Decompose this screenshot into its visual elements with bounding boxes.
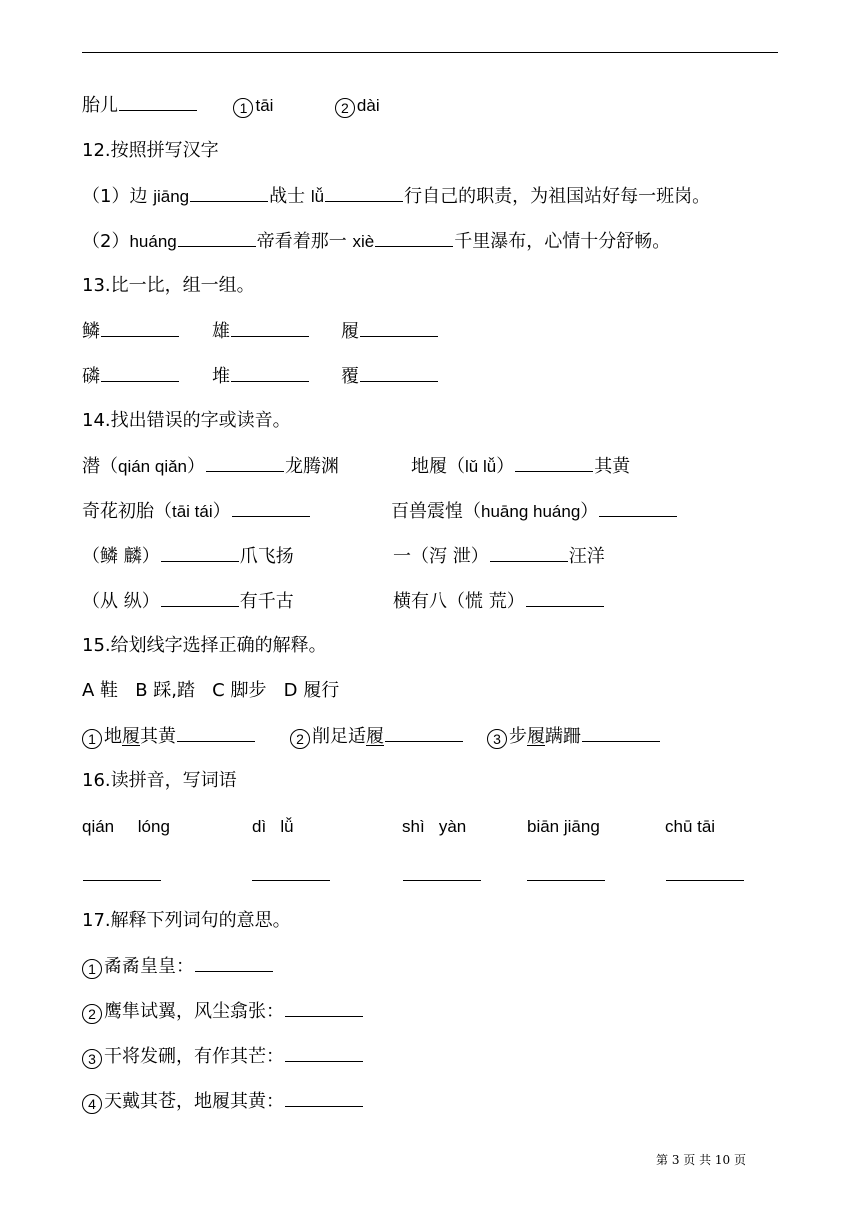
answer-blank[interactable]: [231, 363, 309, 382]
q12-l1-text: 行自己的职责，为祖国站好每一班岗。: [404, 186, 711, 207]
q14-text: 横有八（慌 荒）: [393, 591, 525, 612]
answer-blank[interactable]: [527, 862, 605, 881]
answer-blank[interactable]: [285, 998, 363, 1017]
q12-l2-text: 千里瀑布，心情十分舒畅。: [454, 231, 671, 252]
q14-title: 14.找出错误的字或读音。: [82, 410, 291, 431]
q17-item-2: [82, 998, 364, 1025]
q12-l1-text: （1）边: [82, 186, 154, 207]
circled-number: 3: [82, 1049, 102, 1069]
pinyin: tāi tái: [172, 502, 213, 521]
answer-blank[interactable]: [119, 92, 197, 111]
circled-number: 3: [487, 729, 507, 749]
q17-text: 鹰隼试翼，风尘翕张：: [104, 1001, 284, 1022]
answer-blank[interactable]: [195, 953, 273, 972]
q11-line: [82, 92, 380, 119]
pinyin: lǔ lǚ: [465, 457, 497, 476]
q14-text: 百兽震惶（: [391, 501, 481, 522]
q14-text: ）: [212, 501, 231, 522]
q14-text: 汪洋: [568, 546, 605, 567]
q15-text: 蹒跚: [545, 726, 581, 747]
q15-text: 地: [104, 726, 122, 747]
answer-blank[interactable]: [325, 183, 403, 202]
q17-text: 矞矞皇皇：: [104, 956, 194, 977]
q12-l2-text: （2）: [82, 231, 130, 252]
q17-item-1: [82, 953, 274, 980]
answer-blank[interactable]: [599, 498, 677, 517]
q14-text: 其黄: [594, 456, 631, 477]
answer-blank[interactable]: [232, 498, 310, 517]
pinyin: qián lóng: [82, 817, 170, 836]
q15-text: 削足适: [312, 726, 366, 747]
answer-blank[interactable]: [177, 723, 255, 742]
character: 履: [341, 321, 359, 342]
answer-blank[interactable]: [375, 228, 453, 247]
answer-blank[interactable]: [101, 318, 179, 337]
answer-blank[interactable]: [161, 588, 239, 607]
circled-number: 2: [335, 98, 355, 118]
q14-text: 潜（: [82, 456, 118, 477]
q12-title: 12.按照拼写汉字: [82, 140, 219, 161]
answer-blank[interactable]: [178, 228, 256, 247]
answer-blank[interactable]: [385, 723, 463, 742]
circled-number: 1: [233, 98, 253, 118]
q13-title: 13.比一比，组一组。: [82, 275, 255, 296]
circled-number: 1: [82, 959, 102, 979]
q14-text: 一（泻 泄）: [393, 546, 489, 567]
answer-blank[interactable]: [101, 363, 179, 382]
character: 雄: [212, 321, 230, 342]
q14-text: ）: [496, 456, 515, 477]
q15-text: 步: [509, 726, 527, 747]
answer-blank[interactable]: [515, 453, 593, 472]
q14-text: ）: [580, 501, 599, 522]
q11-option-1: tāi: [255, 96, 274, 115]
q14-text: 龙腾渊: [285, 456, 340, 477]
q17-item-3: [82, 1043, 364, 1070]
q14-text: ）: [187, 456, 206, 477]
answer-blank[interactable]: [582, 723, 660, 742]
q12-l2-text: 帝看着那一: [256, 231, 353, 252]
answer-blank[interactable]: [190, 183, 268, 202]
answer-blank[interactable]: [526, 588, 604, 607]
q11-option-2: dài: [356, 96, 380, 115]
pinyin: shì yàn: [402, 817, 467, 836]
answer-blank[interactable]: [252, 862, 330, 881]
q12-line-1: [82, 183, 710, 210]
underlined-character: 履: [122, 726, 140, 747]
q17-text: 天戴其苍，地履其黄：: [104, 1091, 284, 1112]
q14-text: （从 纵）: [82, 591, 160, 612]
answer-blank[interactable]: [285, 1043, 363, 1062]
q17-text: 干将发硎，有作其芒：: [104, 1046, 284, 1067]
q14-text: 地履（: [411, 456, 465, 477]
character: 磷: [82, 366, 100, 387]
answer-blank[interactable]: [285, 1088, 363, 1107]
header-rule: [82, 52, 778, 53]
underlined-character: 履: [366, 726, 384, 747]
pinyin: chū tāi: [665, 817, 716, 836]
q14-text: （鳞 麟）: [82, 546, 160, 567]
answer-blank[interactable]: [490, 543, 568, 562]
pinyin: xiè: [352, 232, 375, 251]
pinyin: huáng: [129, 232, 177, 251]
q16-answer-row: [82, 862, 772, 888]
q16-title: 16.读拼音，写词语: [82, 770, 237, 791]
pinyin: biān jiāng: [527, 817, 600, 836]
q14-text: 爪飞扬: [239, 546, 294, 567]
underlined-character: 履: [527, 726, 545, 747]
pinyin: jiāng: [153, 187, 190, 206]
q14-text: 奇花初胎（: [82, 501, 172, 522]
q12-l1-text: 战士: [269, 186, 311, 207]
q15-text: 其黄: [140, 726, 176, 747]
q17-item-4: [82, 1088, 364, 1115]
pinyin: qián qiǎn: [118, 457, 188, 476]
pinyin: dì lǚ: [252, 817, 294, 836]
q17-title: 17.解释下列词句的意思。: [82, 910, 291, 931]
answer-blank[interactable]: [83, 862, 161, 881]
answer-blank[interactable]: [360, 363, 438, 382]
q15-title: 15.给划线字选择正确的解释。: [82, 635, 327, 656]
circled-number: 4: [82, 1094, 102, 1114]
answer-blank[interactable]: [231, 318, 309, 337]
character: 鳞: [82, 321, 100, 342]
answer-blank[interactable]: [403, 862, 481, 881]
circled-number: 2: [82, 1004, 102, 1024]
answer-blank[interactable]: [360, 318, 438, 337]
q15-options: A 鞋 B 踩,踏 C 脚步 D 履行: [82, 680, 340, 701]
q14-text: 有千古: [239, 591, 294, 612]
circled-number: 1: [82, 729, 102, 749]
pinyin: lǚ: [310, 187, 325, 206]
circled-number: 2: [290, 729, 310, 749]
character: 覆: [341, 366, 359, 387]
answer-blank[interactable]: [161, 543, 239, 562]
character: 堆: [212, 366, 230, 387]
pinyin: huāng huáng: [481, 502, 581, 521]
answer-blank[interactable]: [666, 862, 744, 881]
page-footer: 第 3 页 共 10 页: [656, 1153, 746, 1167]
answer-blank[interactable]: [206, 453, 284, 472]
q12-line-2: [82, 228, 670, 255]
q11-word: 胎儿: [82, 95, 118, 116]
